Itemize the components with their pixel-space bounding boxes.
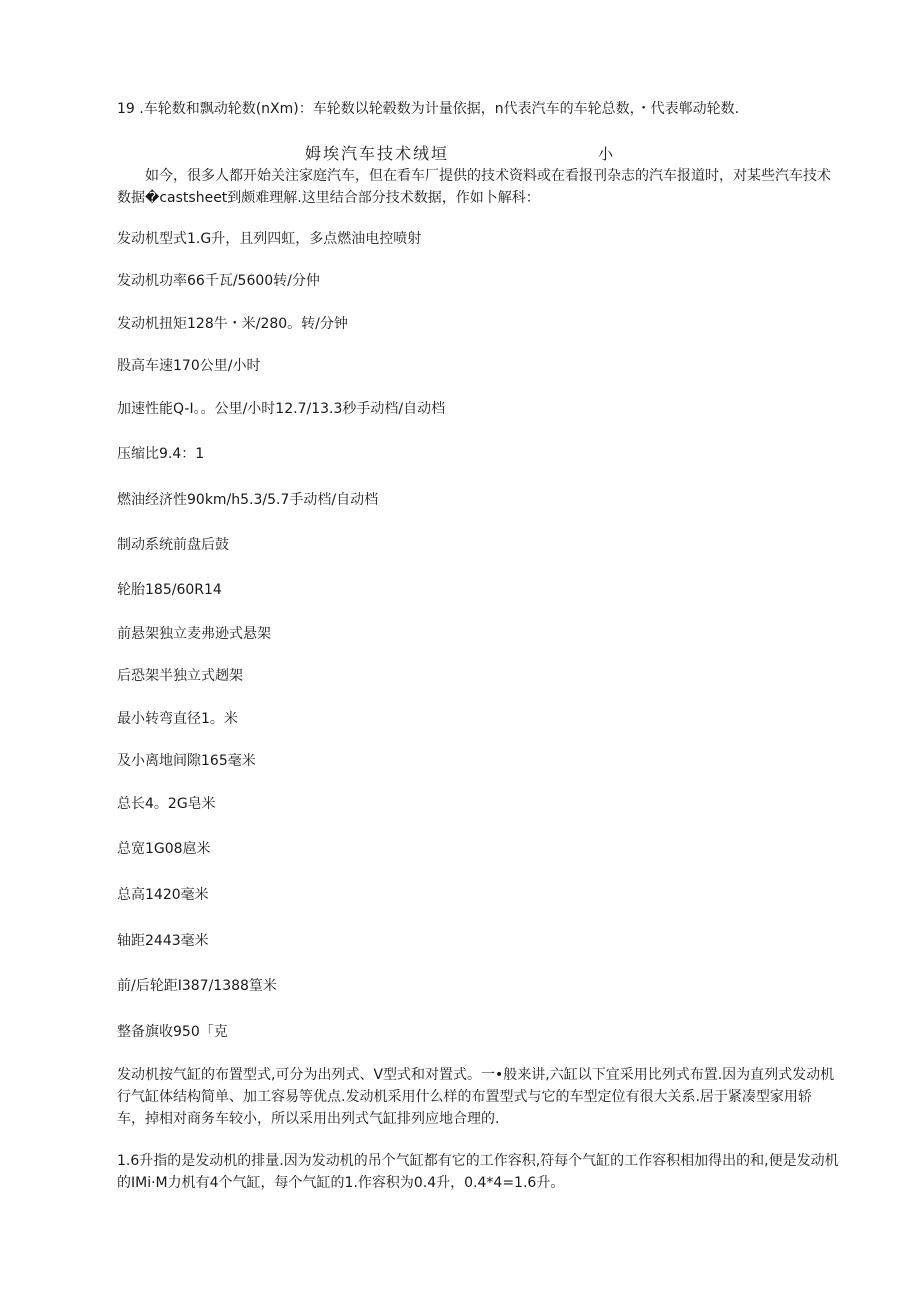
displacement-text: 1.6升指的是发动机的排量.因为发动机的吊个气缸都有它的工作容积,符每个气缸的工作容积相加得出的和,便是发动机的IMi·M力机有4个气缸，每个气缸的1.作容积为0.4升，0.4*4=1.6升。 [117, 1153, 839, 1191]
spec-item: 总宽1G08扈米 [117, 841, 211, 857]
spec-item: 及小离地间隙165毫米 [117, 753, 256, 769]
spec-item: 发动机功率66千瓦/5600转/分仲 [117, 273, 320, 289]
spec-item: 股高车速170公里/小时 [117, 358, 261, 374]
engine-layout-text: 发动机按气缸的布置型式,可分为出列式、V型式和对置式。一•般来讲,六缸以下宜采用比列式布置.因为直列式发动机行气缸体结构简单、加工容易等优点.发动机采用什么样的布置型式与它的车型定位有很大关系.居于紧凑型家用轿车，掉相对商务车较小，所以采用出列式气缸排列应地合理的. [117, 1067, 835, 1127]
spec-item: 制动系统前盘后鼓 [117, 537, 229, 553]
displacement-paragraph [117, 1150, 839, 1194]
spec-item: 发动机扭矩128牛・米/280。转/分钟 [117, 316, 348, 332]
spec-item: 总长4。2G皂米 [117, 796, 216, 812]
intro-text: 如今，很多人都开始关注家庭汽车，但在看车厂提供的技术资料或在看报刊杂志的汽车报道时，对某些汽车技术数据�castsheet到颇难理解.这里结合部分技术数据，作如卜解科： [117, 168, 831, 206]
spec-item: 后恐架半独立式趔架 [117, 668, 243, 684]
spec-item: 发动机型式1.G升，且列四虹，多点燃油电控喷射 [117, 231, 422, 247]
spec-item: 燃油经济性90km/h5.3/5.7手动档/自动档 [117, 492, 379, 508]
spec-item: 总高1420毫米 [117, 887, 209, 903]
title-mark: 小 [598, 145, 614, 163]
spec-item: 前悬架独立麦弗逊式悬架 [117, 626, 271, 642]
spec-item: 加速性能Q-I。。公里/小时12.7/13.3秒手动档/自动档 [117, 401, 446, 417]
spec-item: 轴距2443毫米 [117, 933, 209, 949]
title-row [0, 143, 920, 165]
engine-layout-paragraph [117, 1064, 839, 1130]
spec-item: 最小转弯直径1。米 [117, 711, 238, 727]
spec-item: 整备旗收950「克 [117, 1024, 228, 1040]
spec-item: 轮胎185/60R14 [117, 582, 222, 598]
intro-paragraph [117, 165, 839, 209]
header-note: 19 .车轮数和飘动轮数(nXm)：车轮数以轮毂数为计量依据，n代表汽车的车轮总数，・代表郸动轮数. [117, 101, 740, 117]
spec-item: 前/后轮距I387/1388篁米 [117, 978, 277, 994]
spec-item: 压缩比9.4：1 [117, 446, 205, 462]
document-title: 姆埃汽车技术绒垣 [305, 144, 450, 163]
